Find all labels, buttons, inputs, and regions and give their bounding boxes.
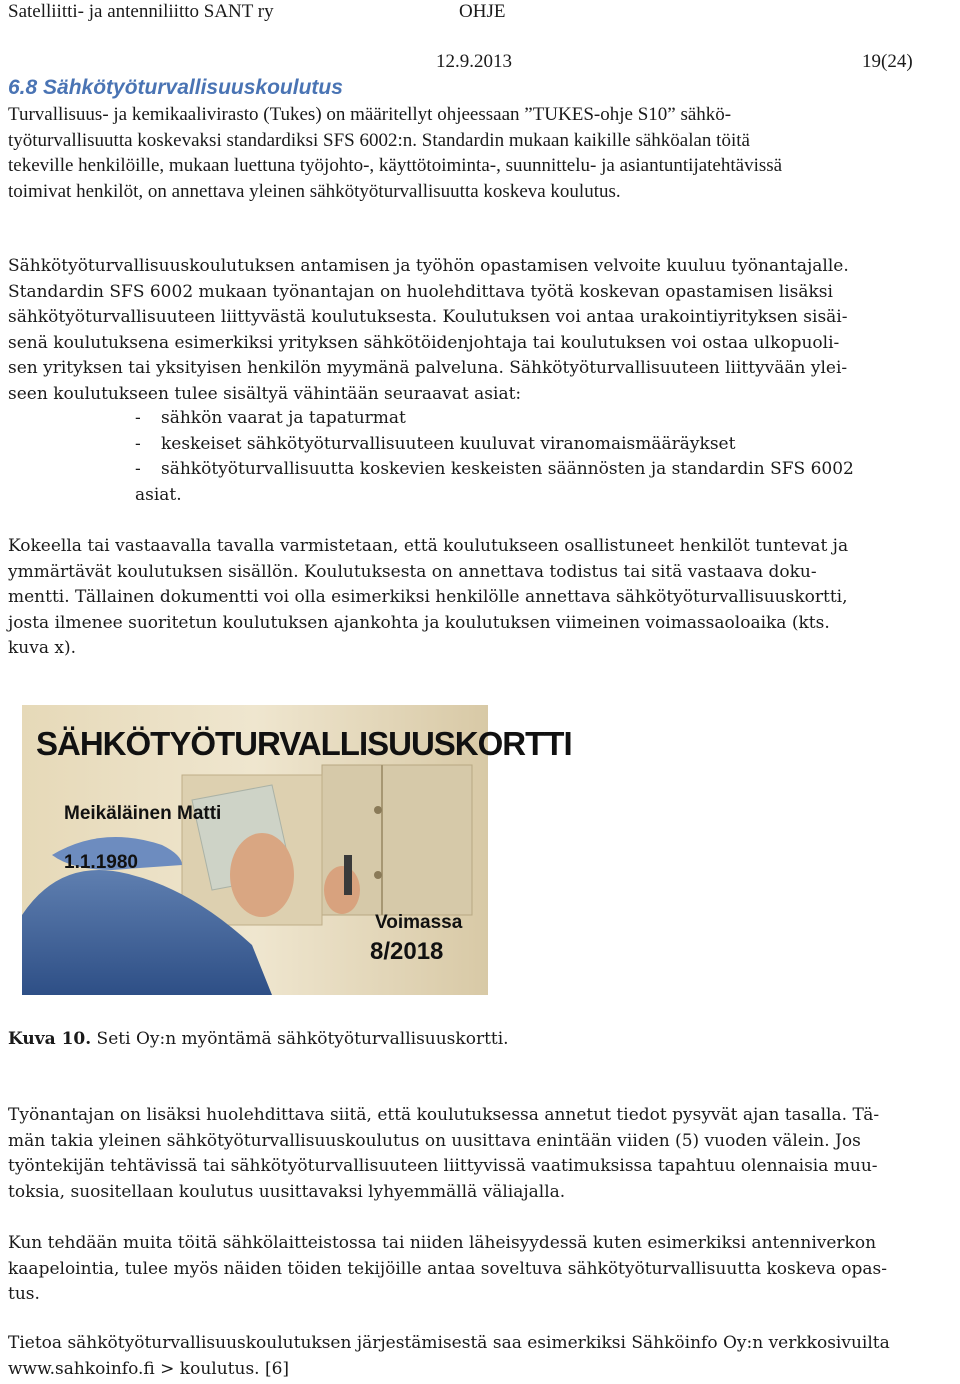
- card-valid-date: 8/2018: [370, 938, 444, 965]
- text-line: sen yrityksen tai yksityisen henkilön myymänä palveluna. Sähkötyöturvallisuuteen liittyvään ylei-: [8, 358, 848, 378]
- bullet-dash: -: [135, 433, 141, 454]
- header-date: 12.9.2013: [436, 51, 512, 72]
- text-line: tekeville henkilöille, mukaan luettuna työjohto-, käyttötoiminta-, suunnittelu- ja asiantuntijatehtävissä: [8, 155, 783, 176]
- paragraph-2: [8, 254, 956, 407]
- bullet-text: sähkötyöturvallisuutta koskevien keskeisten säännösten ja standardin SFS 6002: [161, 459, 854, 479]
- text-line: Sähkötyöturvallisuuskoulutuksen antamisen ja työhön opastamisen velvoite kuuluu työnantajalle.: [8, 256, 849, 276]
- text-line: työntekijän tehtävissä tai sähkötyöturvallisuuteen liittyvissä vaatimuksissa tapahtuu olennaisia muu-: [8, 1156, 878, 1176]
- text-line: sähkötyöturvallisuuteen liittyvästä koulutuksesta. Koulutuksen voi antaa urakointiyrityksen sisäi-: [8, 307, 848, 327]
- paragraph-3: [8, 534, 956, 662]
- text-line: tus.: [8, 1284, 40, 1304]
- text-line: Standardin SFS 6002 mukaan työnantajan on huolehdittava työtä koskevan opastamisen lisäksi: [8, 281, 833, 302]
- header-organization: Satelliitti- ja antenniliitto SANT ry: [8, 1, 274, 22]
- card-holder-name: Meikäläinen Matti: [64, 803, 222, 824]
- text-line: Tietoa sähkötyöturvallisuuskoulutuksen järjestämisestä saa esimerkiksi Sähköinfo Oy:n verkkosivuilta: [8, 1333, 890, 1353]
- figure-caption: [8, 1029, 509, 1049]
- list-item: [135, 432, 935, 458]
- caption-text: Seti Oy:n myöntämä sähkötyöturvallisuuskortti.: [91, 1029, 509, 1049]
- text-line: työturvallisuutta koskevaksi standardiksi SFS 6002:n. Standardin mukaan kaikille sähköalan töitä: [8, 129, 750, 151]
- text-line: Turvallisuus- ja kemikaalivirasto (Tukes) on määritellyt ohjeessaan ”TUKES-ohje S10” sähkö-: [8, 104, 732, 125]
- bullet-text: keskeiset sähkötyöturvallisuuteen kuuluvat viranomaismääräykset: [161, 433, 736, 454]
- text-line: Kun tehdään muita töitä sähkölaitteistossa tai niiden läheisyydessä kuten esimerkiksi antenniverkon: [8, 1233, 877, 1253]
- header-page-number: 19(24): [862, 51, 913, 72]
- text-line: josta ilmenee suoritetun koulutuksen ajankohta ja koulutuksen viimeinen voimassaoloaika (kts.: [8, 612, 830, 633]
- caption-label: Kuva 10.: [8, 1029, 92, 1049]
- intro-paragraph: [8, 102, 956, 204]
- card-birth-date: 1.1.1980: [64, 852, 138, 873]
- text-line: toksia, suositellaan koulutus uusittavaksi lyhyemmällä väliajalla.: [8, 1181, 566, 1202]
- text-line: Työnantajan on lisäksi huolehdittava siitä, että koulutuksessa annetut tiedot pysyvät ajan tasalla. Tä-: [8, 1105, 880, 1125]
- text-line: senä koulutuksena esimerkiksi yrityksen sähkötöidenjohtaja tai koulutuksen voi ostaa ulkopuoli-: [8, 332, 840, 353]
- bullet-dash: -: [135, 459, 141, 479]
- bullet-text: sähkön vaarat ja tapaturmat: [161, 408, 406, 428]
- list-item: [135, 406, 935, 432]
- list-item: [135, 457, 935, 483]
- card-valid-label: Voimassa: [375, 912, 463, 933]
- bullet-dash: -: [135, 408, 141, 428]
- section-heading: 6.8 Sähkötyöturvallisuuskoulutus: [8, 76, 343, 99]
- text-line: toimivat henkilöt, on annettava yleinen sähkötyöturvallisuutta koskeva koulutus.: [8, 180, 621, 202]
- text-line: www.sahkoinfo.fi > koulutus. [6]: [8, 1358, 290, 1379]
- card-title: SÄHKÖTYÖTURVALLISUUSKORTTI: [36, 725, 572, 762]
- bullet-list: [135, 406, 935, 508]
- paragraph-6: [8, 1331, 956, 1382]
- text-line: ymmärtävät koulutuksen sisällön. Koulutuksesta on annettava todistus tai sitä vastaava doku-: [8, 561, 817, 582]
- header-doc-type: OHJE: [459, 1, 506, 22]
- text-line: seen koulutukseen tulee sisältyä vähintään seuraavat asiat:: [8, 383, 522, 404]
- text-line: Kokeella tai vastaavalla tavalla varmistetaan, että koulutukseen osallistuneet henkilöt tuntevat ja: [8, 536, 849, 556]
- text-line: kuva x).: [8, 638, 77, 658]
- bullet-continuation: asiat.: [135, 484, 182, 505]
- paragraph-5: [8, 1231, 956, 1308]
- text-line: mentti. Tällainen dokumentti voi olla esimerkiksi henkilölle annettava sähkötyöturvallisuuskortti,: [8, 587, 848, 607]
- paragraph-4: [8, 1103, 956, 1205]
- text-line: kaapelointia, tulee myös näiden töiden tekijöille antaa soveltuva sähkötyöturvallisuutta koskeva opas-: [8, 1258, 887, 1279]
- text-line: män takia yleinen sähkötyöturvallisuuskoulutus on uusittava enintään viiden (5) vuoden välein. Jos: [8, 1130, 861, 1151]
